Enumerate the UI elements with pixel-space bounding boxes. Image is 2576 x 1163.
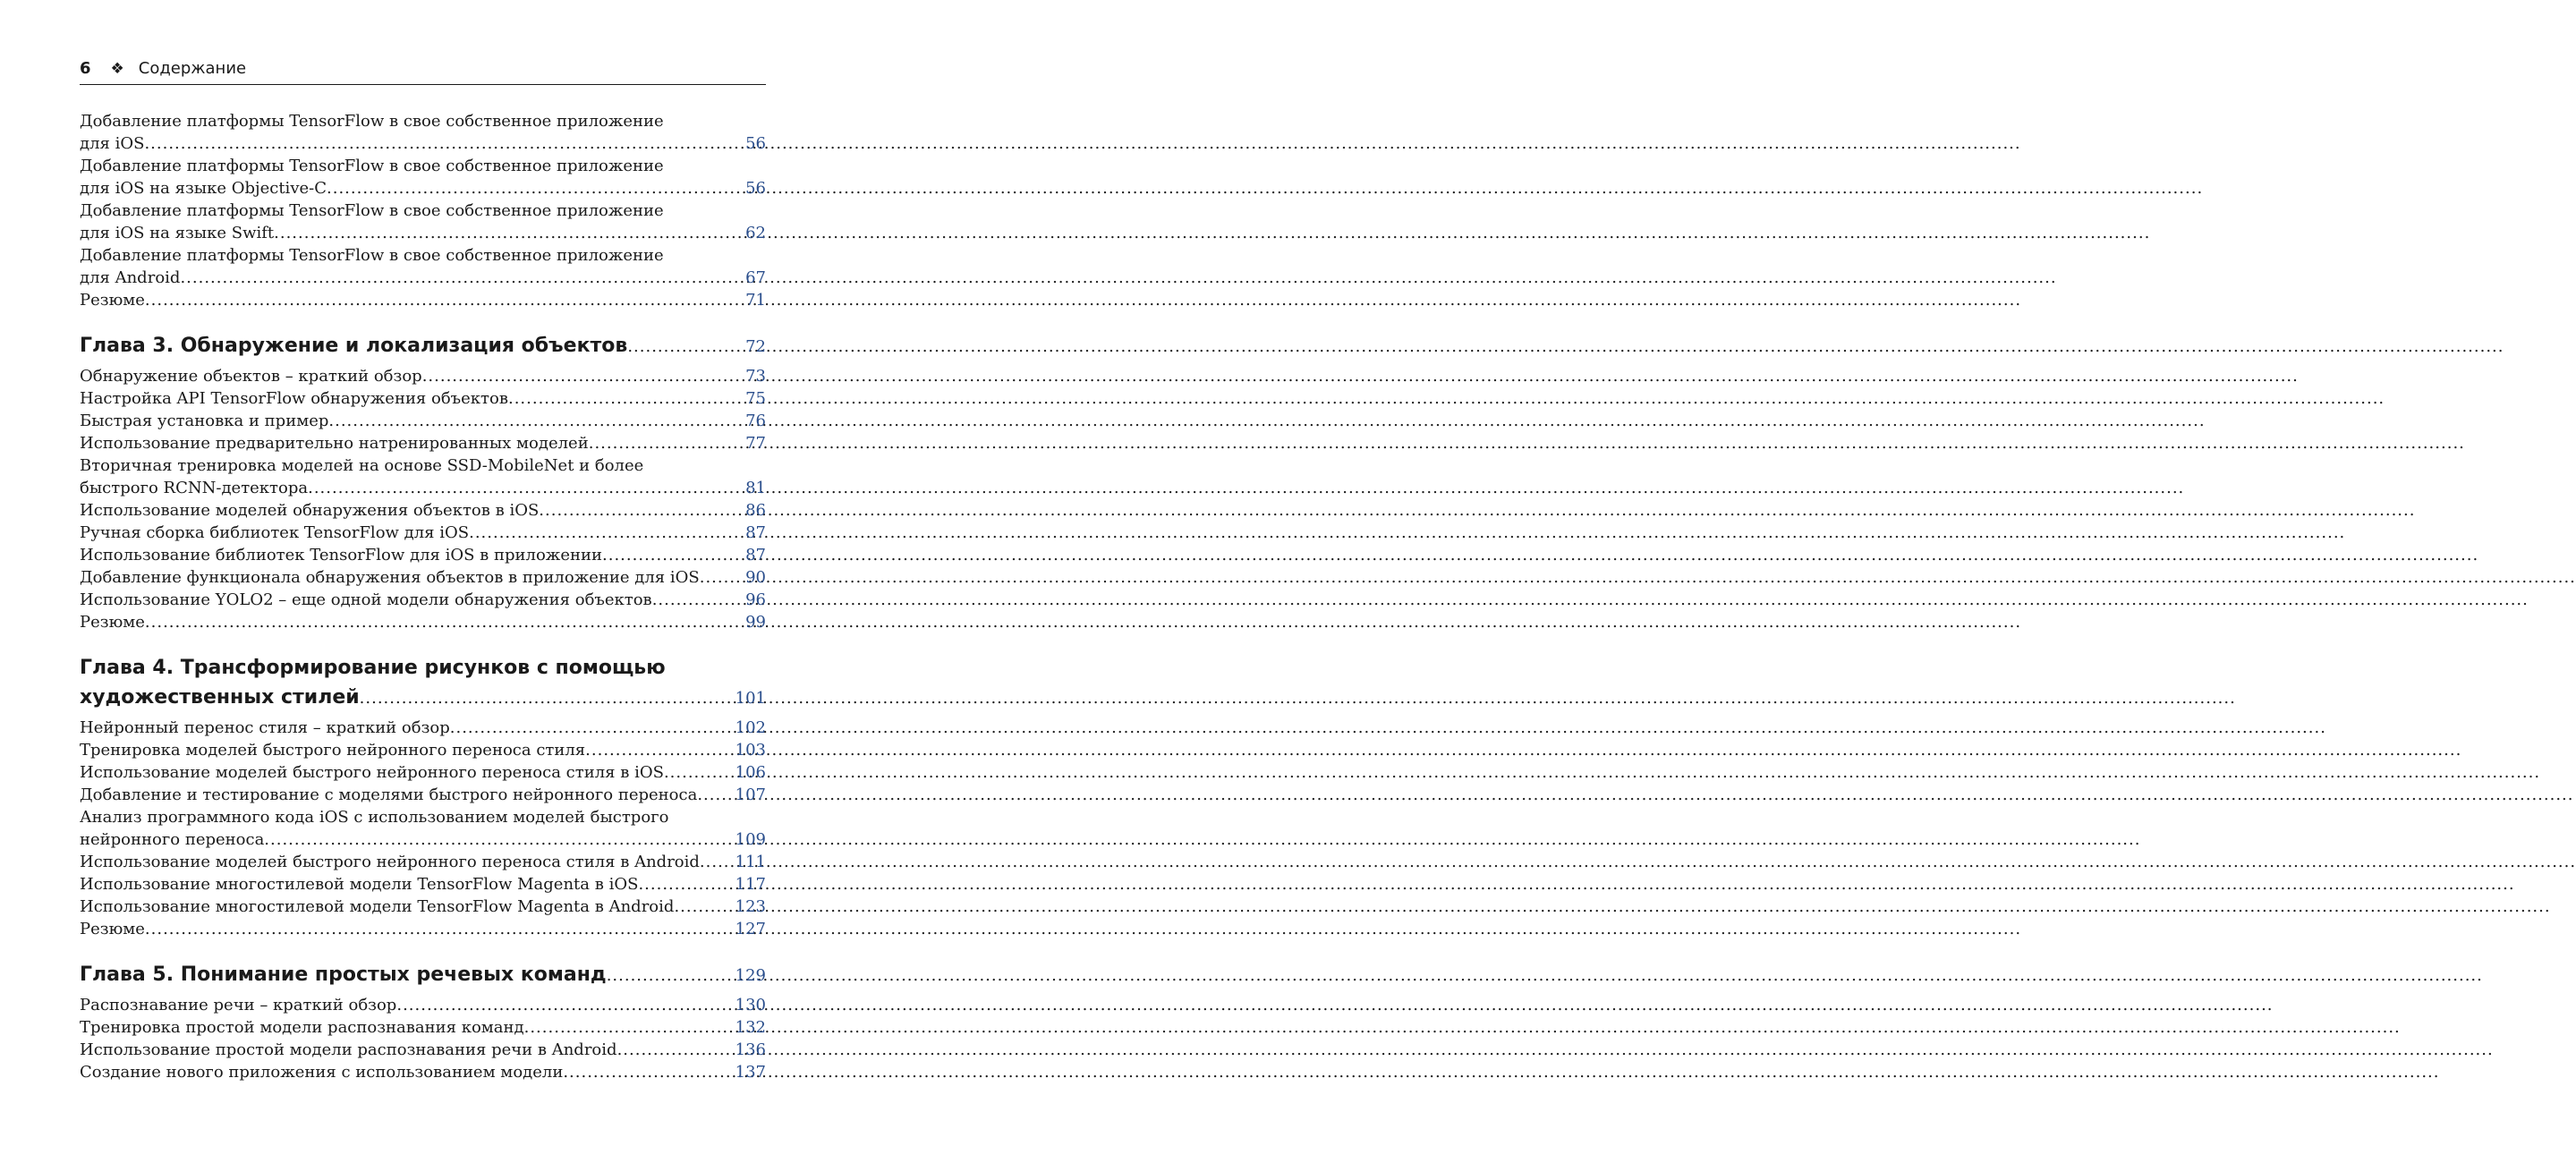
ornament-icon: ❖ (110, 60, 124, 78)
dot-leader (585, 739, 735, 761)
toc-entry-page-link[interactable]: 56 (745, 179, 766, 198)
toc-entry[interactable] (80, 432, 766, 454)
dot-leader (145, 918, 735, 940)
dot-leader (700, 851, 735, 873)
running-head (80, 59, 766, 85)
dot-leader (674, 896, 735, 918)
toc-entry-page-link[interactable]: 102 (735, 718, 766, 737)
chapter-title: художественных стилей (80, 686, 360, 709)
toc-entry[interactable] (80, 410, 766, 432)
chapter-heading[interactable] (80, 331, 766, 361)
toc-entry-title-line1: Добавление платформы TensorFlow в свое собственное приложение (80, 201, 664, 220)
toc-entry[interactable] (80, 1061, 766, 1083)
toc-entry[interactable] (80, 994, 766, 1016)
toc-entry-title-line1: Добавление платформы TensorFlow в свое собственное приложение (80, 112, 664, 131)
toc-entry[interactable] (80, 244, 766, 289)
dot-leader (328, 410, 745, 432)
toc-entry-line[interactable] (80, 566, 766, 589)
toc-entry-line[interactable] (80, 761, 766, 784)
toc-chapter-section (80, 331, 766, 633)
toc-entry-page-link[interactable]: 132 (735, 1018, 766, 1037)
toc-entry-line[interactable] (80, 387, 766, 410)
chapter-page-link[interactable]: 101 (735, 689, 766, 708)
toc-entry-title: Добавление функционала обнаружения объектов в приложение для iOS (80, 568, 700, 587)
toc-entry-line[interactable] (80, 1016, 766, 1039)
dot-leader (180, 267, 745, 289)
toc-entry-page-link[interactable]: 117 (735, 875, 766, 894)
toc-entry-line[interactable] (80, 177, 766, 199)
toc-entry-line[interactable] (80, 477, 766, 499)
chapter-title: Глава 3. Обнаружение и локализация объектов (80, 335, 628, 357)
table-of-contents (80, 110, 766, 1083)
toc-entry[interactable] (80, 387, 766, 410)
toc-entry[interactable] (80, 739, 766, 761)
chapter-page-link[interactable]: 72 (745, 337, 766, 356)
toc-entry[interactable] (80, 761, 766, 784)
toc-entry-title-line1: Добавление платформы TensorFlow в свое собственное приложение (80, 157, 664, 175)
dot-leader (627, 332, 745, 361)
toc-entry-title: Использование библиотек TensorFlow для iOS в приложении (80, 546, 603, 565)
chapter-heading[interactable] (80, 960, 766, 990)
toc-entry[interactable] (80, 522, 766, 544)
toc-entry-page-link[interactable]: 76 (745, 412, 766, 430)
toc-entry-line[interactable] (80, 544, 766, 566)
toc-entry-line[interactable] (80, 828, 766, 851)
toc-entry[interactable] (80, 454, 766, 499)
dot-leader (700, 566, 745, 589)
toc-entry-page-link[interactable]: 123 (735, 897, 766, 916)
toc-entry-line[interactable] (80, 410, 766, 432)
toc-entry-title: Настройка API TensorFlow обнаружения объектов (80, 389, 508, 408)
dot-leader (450, 717, 735, 739)
toc-entry-page-link[interactable]: 73 (745, 367, 766, 386)
toc-entry[interactable] (80, 896, 766, 918)
toc-entry-line[interactable] (80, 896, 766, 918)
toc-entry-title: для iOS на языке Swift (80, 224, 275, 242)
toc-chapters (80, 331, 766, 1083)
toc-entry-page-link[interactable]: 96 (745, 590, 766, 609)
dot-leader (144, 132, 745, 155)
toc-entry-title: Резюме (80, 291, 145, 310)
toc-section-previous (80, 110, 766, 311)
toc-entry-page-link[interactable]: 71 (745, 291, 766, 310)
dot-leader (145, 611, 745, 633)
dot-leader (396, 994, 735, 1016)
toc-entry-page-link[interactable]: 75 (745, 389, 766, 408)
toc-entry-title: Использование многостилевой модели TensorFlow Magenta в iOS (80, 875, 639, 894)
toc-entry-title: Использование простой модели распознавания речи в Android (80, 1040, 617, 1059)
toc-entry-page-link[interactable]: 109 (735, 830, 766, 849)
toc-entry-title: Использование моделей быстрого нейронного переноса стиля в Android (80, 853, 700, 871)
dot-leader (469, 522, 745, 544)
toc-entry[interactable] (80, 289, 766, 311)
toc-entry[interactable] (80, 199, 766, 244)
toc-entry-line[interactable] (80, 365, 766, 387)
toc-entry[interactable] (80, 155, 766, 199)
toc-entry-line[interactable] (80, 918, 766, 940)
toc-entry-page-link[interactable]: 99 (745, 613, 766, 632)
dot-leader (508, 387, 745, 410)
toc-entry-line[interactable] (80, 1061, 766, 1083)
toc-entry[interactable] (80, 918, 766, 940)
toc-entry-title: Создание нового приложения с использованием модели (80, 1063, 564, 1082)
chapter-heading[interactable] (80, 653, 766, 713)
toc-entry-title: для iOS (80, 134, 145, 153)
toc-entry-line[interactable] (80, 589, 766, 611)
dot-leader (602, 544, 745, 566)
dot-leader (524, 1016, 735, 1039)
toc-entry-title: Тренировка моделей быстрого нейронного переноса стиля (80, 741, 586, 760)
dot-leader (697, 784, 735, 806)
toc-entry-title: Использование YOLO2 – еще одной модели обнаружения объектов (80, 590, 652, 609)
toc-entry-title: Распознавание речи – краткий обзор (80, 996, 397, 1014)
toc-entry[interactable] (80, 717, 766, 739)
chapter-line[interactable] (80, 331, 766, 361)
toc-entry-title: быстрого RCNN-детектора (80, 479, 309, 497)
toc-entry-page-link[interactable]: 77 (745, 434, 766, 453)
toc-entry[interactable] (80, 806, 766, 851)
toc-entry-page-link[interactable]: 136 (735, 1040, 766, 1059)
chapter-line[interactable] (80, 960, 766, 990)
toc-entry-line[interactable] (80, 222, 766, 244)
dot-leader (617, 1039, 735, 1061)
toc-entry[interactable] (80, 499, 766, 522)
dot-leader (638, 873, 735, 896)
page-number: 6 (80, 59, 91, 78)
toc-entry-title: Ручная сборка библиотек TensorFlow для iOS (80, 523, 470, 542)
toc-entry-page-link[interactable]: 67 (745, 268, 766, 287)
chapter-title-line1: Глава 4. Трансформирование рисунков с помощью (80, 657, 666, 679)
toc-entry-page-link[interactable]: 90 (745, 568, 766, 587)
toc-entry-title: Резюме (80, 613, 145, 632)
toc-entry[interactable] (80, 365, 766, 387)
toc-entry-title: Нейронный перенос стиля – краткий обзор (80, 718, 450, 737)
toc-entry[interactable] (80, 1039, 766, 1061)
running-title: Содержание (138, 59, 247, 78)
toc-entry-title: Использование моделей обнаружения объектов в iOS (80, 501, 540, 520)
toc-chapter-section (80, 960, 766, 1083)
toc-entry[interactable] (80, 1016, 766, 1039)
dot-leader (274, 222, 745, 244)
dot-leader (360, 683, 735, 713)
dot-leader (607, 961, 735, 990)
toc-entry-title: Тренировка простой модели распознавания команд (80, 1018, 524, 1037)
dot-leader (589, 432, 745, 454)
dot-leader (327, 177, 745, 199)
toc-entry-page-link[interactable]: 81 (745, 479, 766, 497)
toc-entry-line[interactable] (80, 739, 766, 761)
toc-entry-line[interactable] (80, 289, 766, 311)
toc-entry-page-link[interactable]: 137 (735, 1063, 766, 1082)
toc-entry-title: Резюме (80, 920, 145, 938)
toc-entry[interactable] (80, 611, 766, 633)
toc-entry-page-link[interactable]: 87 (745, 546, 766, 565)
toc-entry-title-line1: Вторичная тренировка моделей на основе SSD-MobileNet и более (80, 456, 644, 475)
toc-entry-line[interactable] (80, 499, 766, 522)
toc-entry-page-link[interactable]: 62 (745, 224, 766, 242)
toc-entry-title-line1: Добавление платформы TensorFlow в свое собственное приложение (80, 246, 664, 265)
dot-leader (539, 499, 745, 522)
toc-entry-line[interactable] (80, 994, 766, 1016)
toc-entry-page-link[interactable]: 130 (735, 996, 766, 1014)
dot-leader (422, 365, 745, 387)
toc-entry-title: для iOS на языке Objective-C (80, 179, 327, 198)
toc-entry-page-link[interactable]: 56 (745, 134, 766, 153)
toc-entry-line[interactable] (80, 132, 766, 155)
dot-leader (563, 1061, 735, 1083)
toc-entry-line[interactable] (80, 1039, 766, 1061)
toc-entry-line[interactable] (80, 522, 766, 544)
toc-entry-title: Обнаружение объектов – краткий обзор (80, 367, 422, 386)
toc-entry-title: Использование многостилевой модели TensorFlow Magenta в Android (80, 897, 675, 916)
toc-entry-line[interactable] (80, 873, 766, 896)
toc-entry[interactable] (80, 873, 766, 896)
toc-entry[interactable] (80, 784, 766, 806)
toc-entry-title: для Android (80, 268, 181, 287)
chapter-page-link[interactable]: 129 (735, 966, 766, 985)
toc-entry-line[interactable] (80, 784, 766, 806)
toc-entry-line[interactable] (80, 267, 766, 289)
dot-leader (664, 761, 735, 784)
toc-entry[interactable] (80, 544, 766, 566)
page (80, 59, 766, 1083)
toc-entry-title: Добавление и тестирование с моделями быстрого нейронного переноса (80, 785, 698, 804)
toc-entry-line[interactable] (80, 611, 766, 633)
toc-entry-line[interactable] (80, 717, 766, 739)
dot-leader (145, 289, 745, 311)
dot-leader (652, 589, 745, 611)
toc-entry-line[interactable] (80, 851, 766, 873)
toc-entry-title-line1: Анализ программного кода iOS с использованием моделей быстрого (80, 808, 669, 827)
toc-entry-title: Использование предварительно натренированных моделей (80, 434, 589, 453)
toc-entry[interactable] (80, 589, 766, 611)
toc-entry-page-link[interactable]: 106 (735, 763, 766, 782)
toc-entry-page-link[interactable]: 86 (745, 501, 766, 520)
toc-entry[interactable] (80, 851, 766, 873)
toc-entry-title: Использование моделей быстрого нейронного переноса стиля в iOS (80, 763, 664, 782)
toc-entry-page-link[interactable]: 103 (735, 741, 766, 760)
toc-entry-page-link[interactable]: 87 (745, 523, 766, 542)
toc-entry[interactable] (80, 566, 766, 589)
toc-chapter-section (80, 653, 766, 940)
toc-entry-page-link[interactable]: 111 (735, 853, 766, 871)
dot-leader (264, 828, 735, 851)
toc-entry-page-link[interactable]: 127 (735, 920, 766, 938)
toc-entry-line[interactable] (80, 432, 766, 454)
toc-entry-page-link[interactable]: 107 (735, 785, 766, 804)
toc-entry[interactable] (80, 110, 766, 155)
chapter-line[interactable] (80, 683, 766, 713)
dot-leader (308, 477, 745, 499)
toc-entry-title: нейронного переноса (80, 830, 265, 849)
chapter-title: Глава 5. Понимание простых речевых команд (80, 964, 607, 986)
toc-entry-title: Быстрая установка и пример (80, 412, 329, 430)
